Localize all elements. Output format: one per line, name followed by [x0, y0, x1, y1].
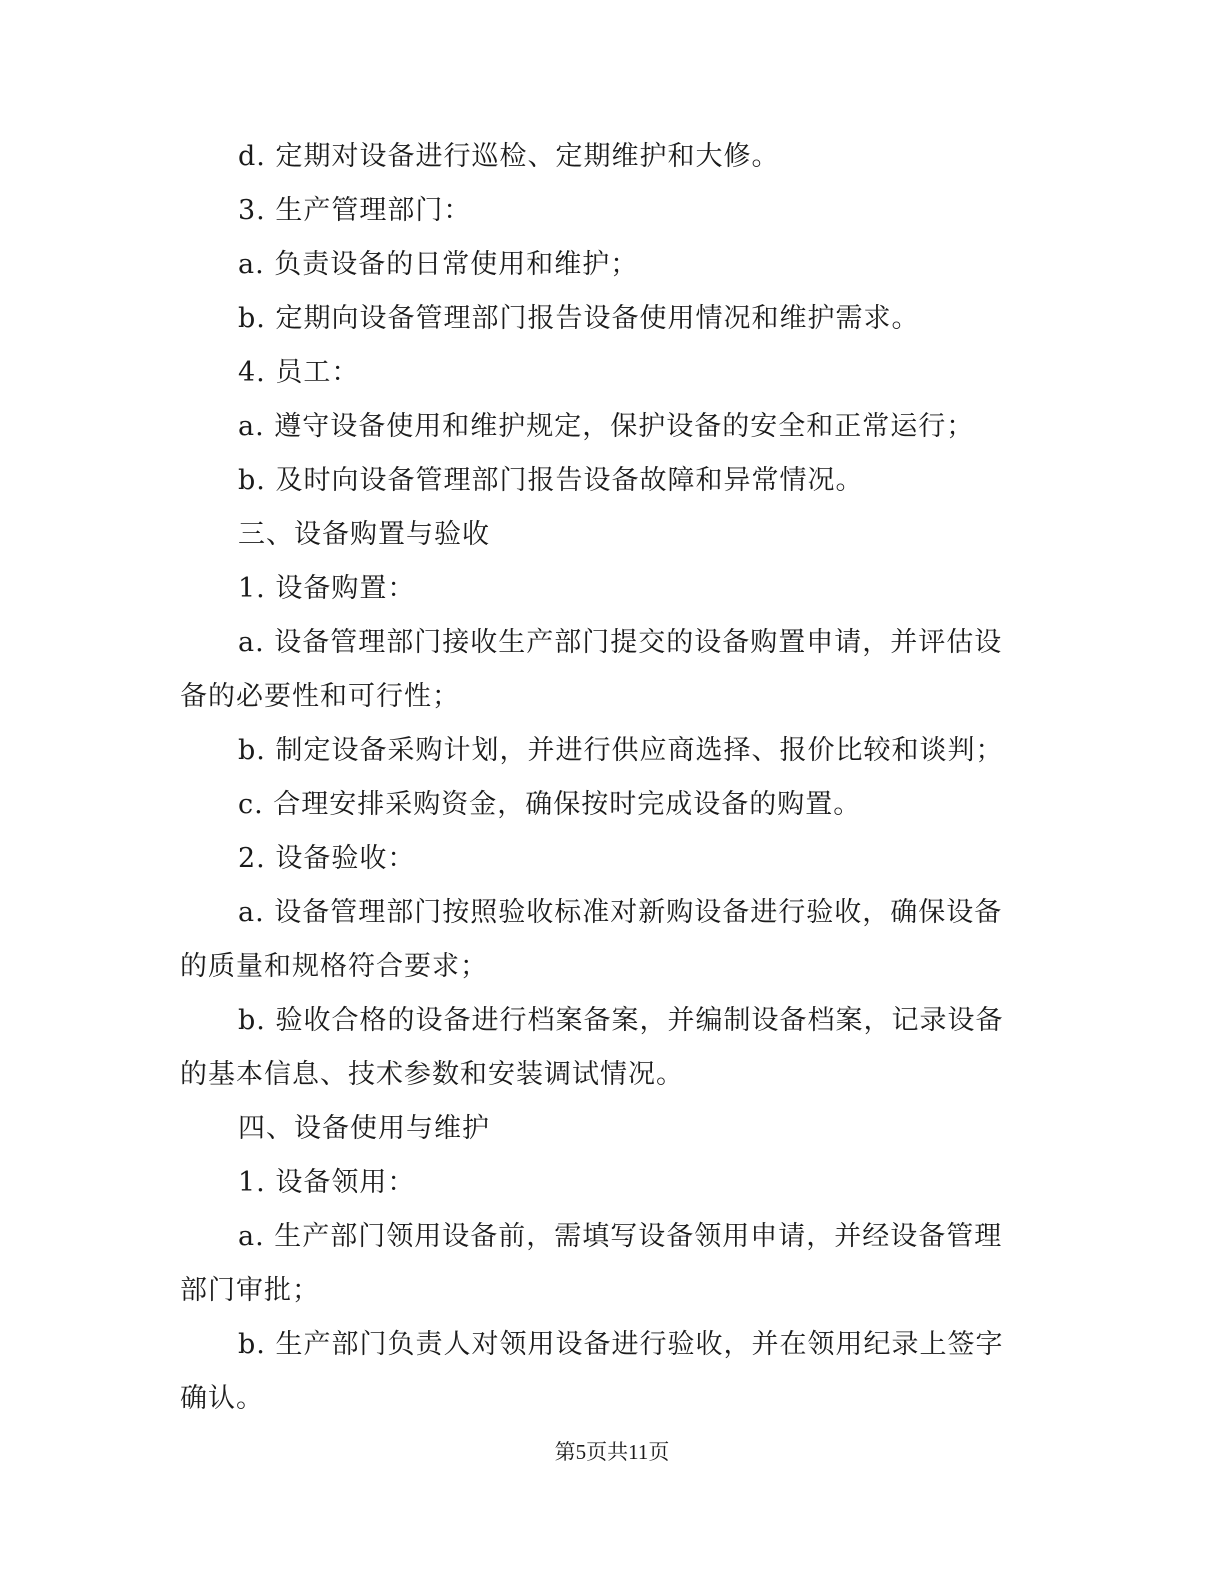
- paragraph: b. 生产部门负责人对领用设备进行验收，并在领用纪录上签字确认。: [180, 1329, 1004, 1414]
- paragraph: 3. 生产管理部门：: [238, 195, 472, 226]
- paragraph: a. 负责设备的日常使用和维护；: [238, 249, 639, 280]
- paragraph: d. 定期对设备进行巡检、定期维护和大修。: [238, 141, 780, 172]
- paragraph: 1. 设备领用：: [238, 1167, 416, 1198]
- paragraph: a. 生产部门领用设备前，需填写设备领用申请，并经设备管理部门审批；: [180, 1221, 1003, 1306]
- document-body: [180, 130, 1030, 1426]
- page-number: 第5页共11页: [554, 1440, 670, 1464]
- paragraph: 2. 设备验收：: [238, 843, 416, 874]
- paragraph: a. 设备管理部门按照验收标准对新购设备进行验收，确保设备的质量和规格符合要求；: [180, 897, 1003, 982]
- paragraph: c. 合理安排采购资金，确保按时完成设备的购置。: [238, 789, 862, 820]
- section-heading: 三、设备购置与验收: [238, 519, 490, 550]
- paragraph: a. 遵守设备使用和维护规定，保护设备的安全和正常运行；: [238, 411, 975, 442]
- paragraph: 1. 设备购置：: [238, 573, 416, 604]
- section-heading: 四、设备使用与维护: [238, 1113, 490, 1144]
- paragraph: 4. 员工：: [238, 357, 360, 388]
- paragraph: a. 设备管理部门接收生产部门提交的设备购置申请，并评估设备的必要性和可行性；: [180, 627, 1003, 712]
- paragraph: b. 验收合格的设备进行档案备案，并编制设备档案，记录设备的基本信息、技术参数和安装调试情况。: [180, 1005, 1004, 1090]
- paragraph: b. 制定设备采购计划，并进行供应商选择、报价比较和谈判；: [238, 735, 1004, 766]
- paragraph: b. 及时向设备管理部门报告设备故障和异常情况。: [238, 465, 864, 496]
- paragraph: b. 定期向设备管理部门报告设备使用情况和维护需求。: [238, 303, 920, 334]
